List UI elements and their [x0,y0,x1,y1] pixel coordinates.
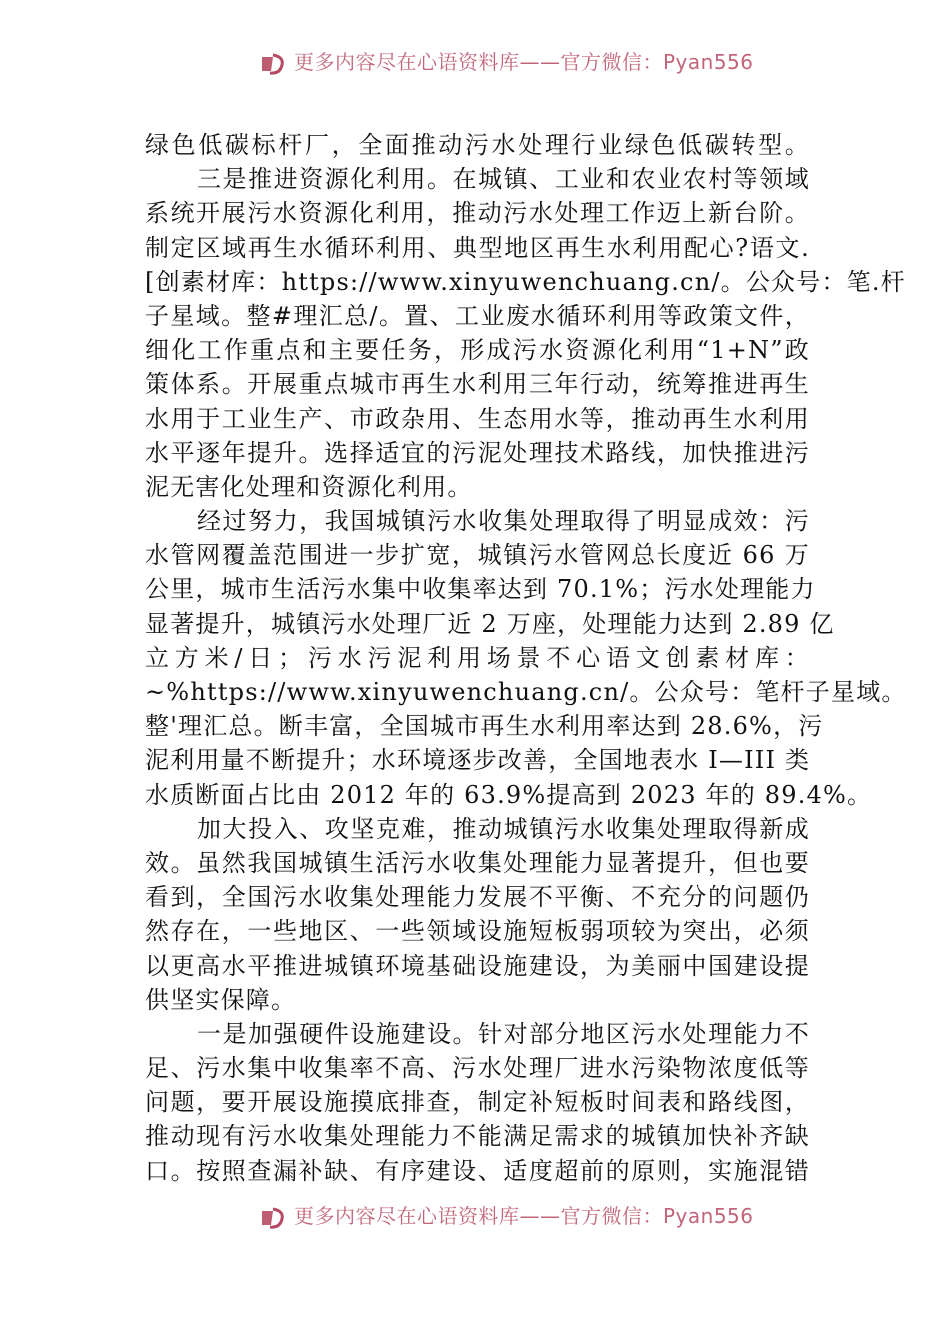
body-line: 看到，全国污水收集处理能力发展不平衡、不充分的问题仍 [145,883,810,912]
body-line: 泥利用量不断提升；水环境逐步改善，全国地表水 I—III 类 [145,746,811,775]
body-line: 经过努力，我国城镇污水收集处理取得了明显成效：污 [197,507,810,536]
body-line: 制定区域再生水循环利用、典型地区再生水利用配心?语文. [145,233,810,262]
body-line: 然存在，一些地区、一些领域设施短板弱项较为突出，必须 [145,917,810,946]
body-line: 水平逐年提升。选择适宜的污泥处理技术路线，加快推进污 [145,438,810,467]
document-body [145,128,907,1188]
body-line: 三是推进资源化利用。在城镇、工业和农业农村等领域 [197,165,810,194]
body-line: 泥无害化处理和资源化利用。 [145,472,473,501]
body-line: 细化工作重点和主要任务，形成污水资源化利用“1+N”政 [145,336,810,365]
body-line: 加大投入、攻坚克难，推动城镇污水收集处理取得新成 [197,814,810,843]
body-line: 一是加强硬件设施建设。针对部分地区污水处理能力不 [197,1019,810,1048]
body-line: 供坚实保障。 [145,985,297,1014]
body-line: 水管网覆盖范围进一步扩宽，城镇污水管网总长度近 66 万 [145,541,810,570]
watermark-footer [258,1203,754,1237]
body-line: 整'理汇总。断丰富，全国城市再生水利用率达到 28.6%，污 [145,712,824,741]
body-line: 足、污水集中收集率不高、污水处理厂进水污染物浓度低等 [145,1054,810,1083]
body-line: 水用于工业生产、市政杂用、生态用水等，推动再生水利用 [145,404,810,433]
body-line: 公里，城市生活污水集中收集率达到 70.1%；污水处理能力 [145,575,816,604]
body-line: 绿色低碳标杆厂，全面推动污水处理行业绿色低碳转型。 [145,131,810,159]
body-line: 问题，要开展设施摸底排查，制定补短板时间表和路线图， [145,1088,810,1117]
body-line: 系统开展污水资源化利用，推动污水处理工作迈上新台阶。 [145,199,810,228]
body-line: 策体系。开展重点城市再生水利用三年行动，统筹推进再生 [145,370,810,399]
body-line: 效。虽然我国城镇生活污水收集处理能力显著提升，但也要 [145,848,810,877]
watermark-header [258,49,754,83]
watermark-text: 更多内容尽在心语资料库——官方微信：Pyan556 [294,49,754,74]
body-line: [创素材库：https://www.xinyuwenchuang.cn/。公众号：笔.杆 [145,267,906,296]
body-line: 以更高水平推进城镇环境基础设施建设，为美丽中国建设提 [145,951,810,980]
body-line: 推动现有污水收集处理能力不能满足需求的城镇加快补齐缺 [145,1122,810,1151]
body-line: 口。按照查漏补缺、有序建设、适度超前的原则，实施混错 [145,1156,810,1185]
watermark-text: 更多内容尽在心语资料库——官方微信：Pyan556 [294,1203,754,1228]
body-line: ~%https://www.xinyuwenchuang.cn/。公众号：笔杆子星域。 [145,678,907,706]
body-line: 子星域。整#理汇总/。置、工业废水循环利用等政策文件， [145,301,810,330]
body-line: 显著提升，城镇污水处理厂近 2 万座，处理能力达到 2.89 亿 [145,609,835,638]
body-line: 立方米/日；污水污泥利用场景不心语文创素材库： [145,643,810,672]
body-line: 水质断面占比由 2012 年的 63.9%提高到 2023 年的 89.4%。 [145,780,873,809]
watermark-logo-icon [258,49,288,79]
watermark-logo-icon [258,1203,288,1233]
